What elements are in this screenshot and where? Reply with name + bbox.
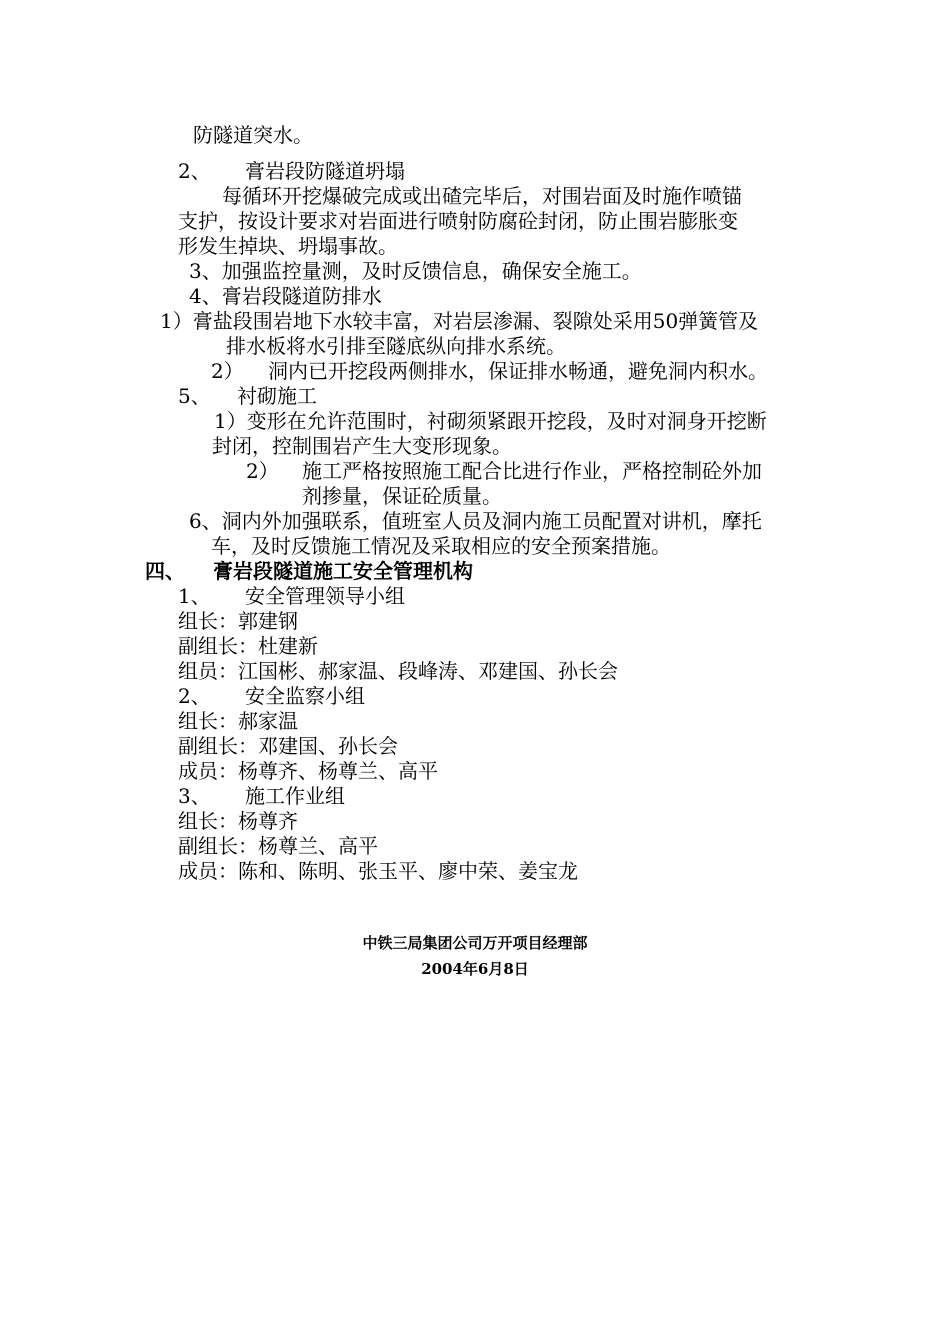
- item-4-sub-2: [211, 359, 768, 384]
- item-4-heading: 4、膏岩段隧道防排水: [189, 284, 382, 308]
- group-3-member: 组长：杨尊齐: [178, 809, 298, 833]
- item-4-sub-1-line: 1）膏盐段围岩地下水较丰富，对岩层渗漏、裂隙处采用50弹簧管及: [160, 309, 759, 333]
- item-2-body-line: 支护，按设计要求对岩面进行喷射防腐砼封闭，防止围岩膨胀变: [178, 209, 738, 233]
- section-4-heading: [145, 559, 473, 584]
- group-2-number: 2、: [178, 684, 211, 708]
- item-3-text: 3、加强监控量测，及时反馈信息，确保安全施工。: [189, 259, 642, 283]
- item-4-sub-1-line: 排水板将水引排至隧底纵向排水系统。: [226, 334, 566, 358]
- item-5-sub-1-line: 封闭，控制围岩产生大变形现象。: [212, 434, 512, 458]
- signature-organization: 中铁三局集团公司万开项目经理部: [362, 934, 588, 952]
- item-5-sub-2-line: 剂掺量，保证砼质量。: [302, 484, 502, 508]
- group-3-heading: [178, 784, 345, 809]
- group-2-member: 组长：郝家温: [178, 709, 298, 733]
- continuation-text: 防隧道突水。: [193, 123, 313, 147]
- group-2-member: 成员：杨尊齐、杨尊兰、高平: [178, 759, 438, 783]
- item-2-body-line: 形发生掉块、坍塌事故。: [178, 234, 398, 258]
- signature-date: 2004年6月8日: [421, 960, 529, 978]
- item-4-sub-2-number: 2）: [211, 359, 244, 383]
- group-2-heading: [178, 684, 365, 709]
- group-1-heading: [178, 584, 405, 609]
- group-1-member: 组员：江国彬、郝家温、段峰涛、邓建国、孙长会: [178, 659, 618, 683]
- item-5-heading: [178, 384, 317, 409]
- group-1-number: 1、: [178, 584, 211, 608]
- item-4-sub-2-text: 洞内已开挖段两侧排水，保证排水畅通，避免洞内积水。: [268, 359, 768, 383]
- group-2-title: 安全监察小组: [245, 684, 365, 708]
- item-2-body-line: 每循环开挖爆破完成或出碴完毕后，对围岩面及时施作喷锚: [222, 184, 742, 208]
- item-5-sub-2-number: 2）: [246, 459, 279, 483]
- group-3-title: 施工作业组: [245, 784, 345, 808]
- item-2-heading: [178, 159, 405, 184]
- item-5-sub-2-line: 施工严格按照施工配合比进行作业，严格控制砼外加: [302, 459, 762, 483]
- item-5-sub-1-line: 1）变形在允许范围时，衬砌须紧跟开挖段，及时对洞身开挖断: [214, 409, 767, 433]
- group-1-member: 组长：郭建钢: [178, 609, 298, 633]
- item-6-line: 6、洞内外加强联系，值班室人员及洞内施工员配置对讲机，摩托: [189, 509, 762, 533]
- item-2-title: 膏岩段防隧道坍塌: [245, 159, 405, 183]
- section-4-title: 膏岩段隧道施工安全管理机构: [213, 559, 473, 583]
- group-3-member: 成员：陈和、陈明、张玉平、廖中荣、姜宝龙: [178, 859, 578, 883]
- group-3-number: 3、: [178, 784, 211, 808]
- item-6-line: 车，及时反馈施工情况及采取相应的安全预案措施。: [211, 534, 671, 558]
- group-1-member: 副组长：杜建新: [178, 634, 318, 658]
- item-5-sub-2: [246, 459, 762, 484]
- item-5-title: 衬砌施工: [237, 384, 317, 408]
- section-4-number: 四、: [145, 559, 185, 583]
- item-2-number: 2、: [178, 159, 211, 183]
- group-2-member: 副组长：邓建国、孙长会: [178, 734, 398, 758]
- group-1-title: 安全管理领导小组: [245, 584, 405, 608]
- group-3-member: 副组长：杨尊兰、高平: [178, 834, 378, 858]
- item-5-number: 5、: [178, 384, 211, 408]
